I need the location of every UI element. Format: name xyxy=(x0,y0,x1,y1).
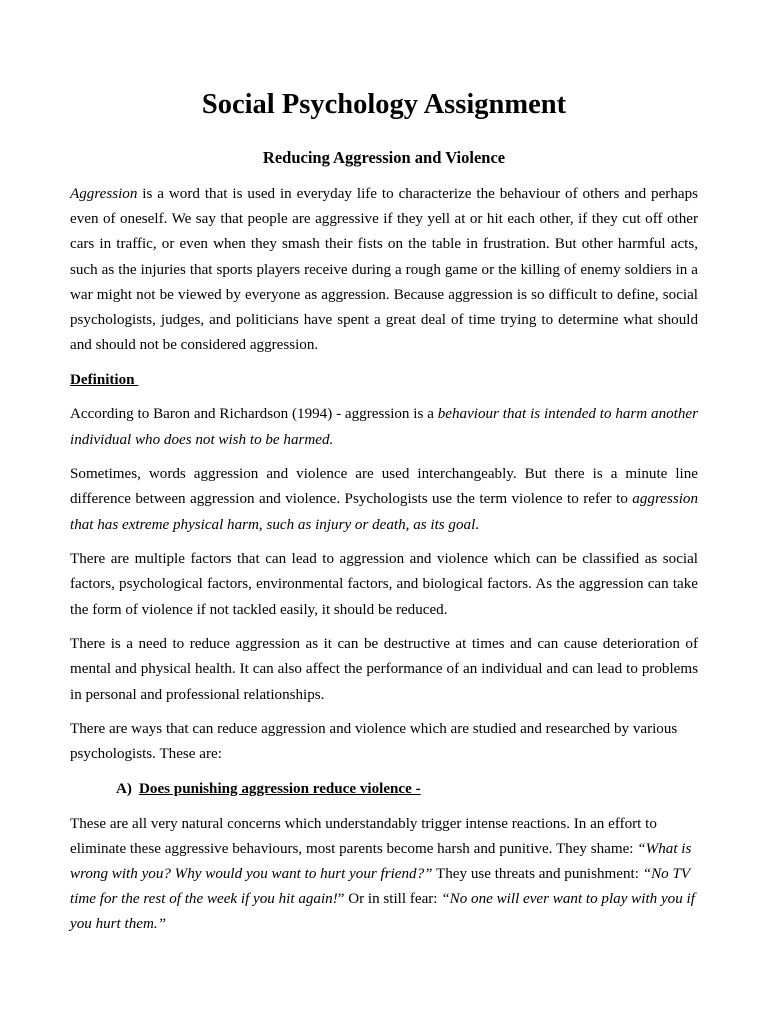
paragraph-intro xyxy=(70,182,698,358)
paragraph-intro-text: is a word that is used in everyday life to characterize the behaviour of others and perhaps even of oneself. We say that people are aggressive if they yell at or hit each other, if they cut off other cars in traffic, or even when they smash their fists on the table in frustration. But other harmful acts, such as the injuries that sports players receive during a rough game or the killing of enemy soldiers in a war might not be viewed by everyone as aggression. Because aggression is so difficult to define, social psychologists, judges, and politicians have spent a great deal of time trying to determine what should and should not be considered aggression. xyxy=(70,186,698,354)
paragraph-violence-text: Sometimes, words aggression and violence are used interchangeably. But there is a minute line difference between aggression and violence. Psychologists use the term violence to refer to xyxy=(70,466,698,508)
paragraph-definition-italic: behaviour that is intended to harm another individual who does not wish to be harmed. xyxy=(70,406,698,448)
term-aggression: Aggression xyxy=(70,186,138,202)
quote-shame: “What is wrong with you? Why would you want to hurt your friend?” xyxy=(70,840,692,882)
section-a-marker: A) xyxy=(116,781,132,797)
paragraph-need: There is a need to reduce aggression as it can be destructive at times and can cause deterioration of mental and physical health. It can also affect the performance of an individual and can lead to problems in personal and professional relationships. xyxy=(70,636,698,703)
document-body xyxy=(70,182,698,947)
document-subtitle: Reducing Aggression and Violence xyxy=(262,148,506,167)
paragraph-violence-italic: aggression that has extreme physical harm, such as injury or death, as its goal xyxy=(70,491,698,533)
quote-fear: “No one will ever want to play with you if you hurt them.” xyxy=(70,891,695,933)
paragraph-concerns-s2: They use threats and punishment: xyxy=(432,866,643,882)
paragraph-concerns-s3: ” Or in still fear: xyxy=(337,891,442,908)
paragraph-ways: There are ways that can reduce aggression and violence which are studied and researched by various psychologists. These are: xyxy=(70,721,678,763)
paragraph-violence xyxy=(70,462,698,538)
paragraph-concerns-s1: These are all very natural concerns which understandably trigger intense reactions. In an effort to eliminate these aggressive behaviours, most parents become harsh and punitive. They shame: xyxy=(70,815,657,857)
paragraph-factors: There are multiple factors that can lead to aggression and violence which can be classified as social factors, psychological factors, environmental factors, and biological factors. As the aggression can take the form of violence if not tackled easily, it should be reduced. xyxy=(70,551,698,618)
section-a-heading xyxy=(70,777,698,802)
paragraph-definition-text: According to Baron and Richardson (1994) - aggression is a xyxy=(70,406,438,423)
paragraph-violence-end: . xyxy=(475,516,480,533)
document-title: Social Psychology Assignment xyxy=(201,89,567,120)
definition-heading: Definition xyxy=(70,371,139,388)
section-a-title: Does punishing aggression reduce violence - xyxy=(139,781,421,797)
quote-threat: “No TV time for the rest of the week if you hit again! xyxy=(70,866,690,908)
paragraph-concerns xyxy=(70,812,698,938)
paragraph-definition xyxy=(70,402,698,452)
